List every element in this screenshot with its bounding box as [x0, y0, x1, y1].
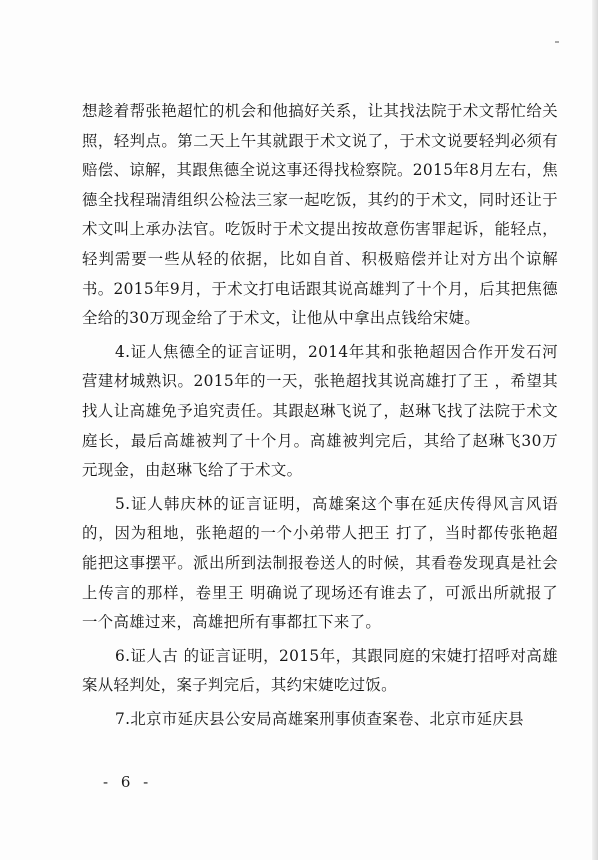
paragraph-witness-6: 6.证人古 的证言证明，2015年，其跟同庭的宋婕打招呼对高雄案从轻判处，案子判完后，其约宋婕吃过饭。 [82, 646, 558, 695]
page-number: - 6 - [103, 773, 153, 791]
document-body [82, 97, 558, 738]
paragraph-testimony-continuation: 想趁着帮张艳超忙的机会和他搞好关系，让其找法院于术文帮忙给关照，轻判点。第二天上午其就跟于术文说了，于术文说要轻判必须有赔偿、谅解，其跟焦德全说这事还得找检察院。2015年8月左右，焦德全找程瑞清组织公检法三家一起吃饭，其约的于术文，同时还让于术文叫上承办法官。吃饭时于术文提出按故意伤害罪起诉，能轻点，轻判需要一些从轻的依据，比如自首、积极赔偿并让对方出个谅解书。2015年9月，于术文打电话跟其说高雄判了十个月，后其把焦德全给的30万现金给了于术文，让他从中拿出点钱给宋婕。 [82, 102, 558, 328]
paragraph-witness-4: 4.证人焦德全的证言证明，2014年其和张艳超因合作开发石河营建材城熟识。2015年的一天，张艳超找其说高雄打了王 ，希望其找人让高雄免予追究责任。其跟赵琳飞说了，赵琳飞找了法院于术文庭长，最后高雄被判了十个月。高雄被判完后，其给了赵琳飞30万元现金，由赵琳飞给了于术文。 [82, 342, 558, 480]
page-edge-shadow [592, 0, 598, 860]
paragraph-witness-5: 5.证人韩庆林的证言证明，高雄案这个事在延庆传得风言风语的，因为租地，张艳超的一个小弟带人把王 打了，当时都传张艳超能把这事摆平。派出所到法制报卷送人的时候，其看卷发现真是社会上传言的那样，卷里王 明确说了现场还有谁去了，可派出所就报了一个高雄过来，高雄把所有事都扛下来了。 [82, 494, 558, 632]
paragraph-evidence-7: 7.北京市延庆县公安局高雄案刑事侦查案卷、北京市延庆县 [115, 709, 524, 728]
scan-speck [555, 41, 559, 43]
